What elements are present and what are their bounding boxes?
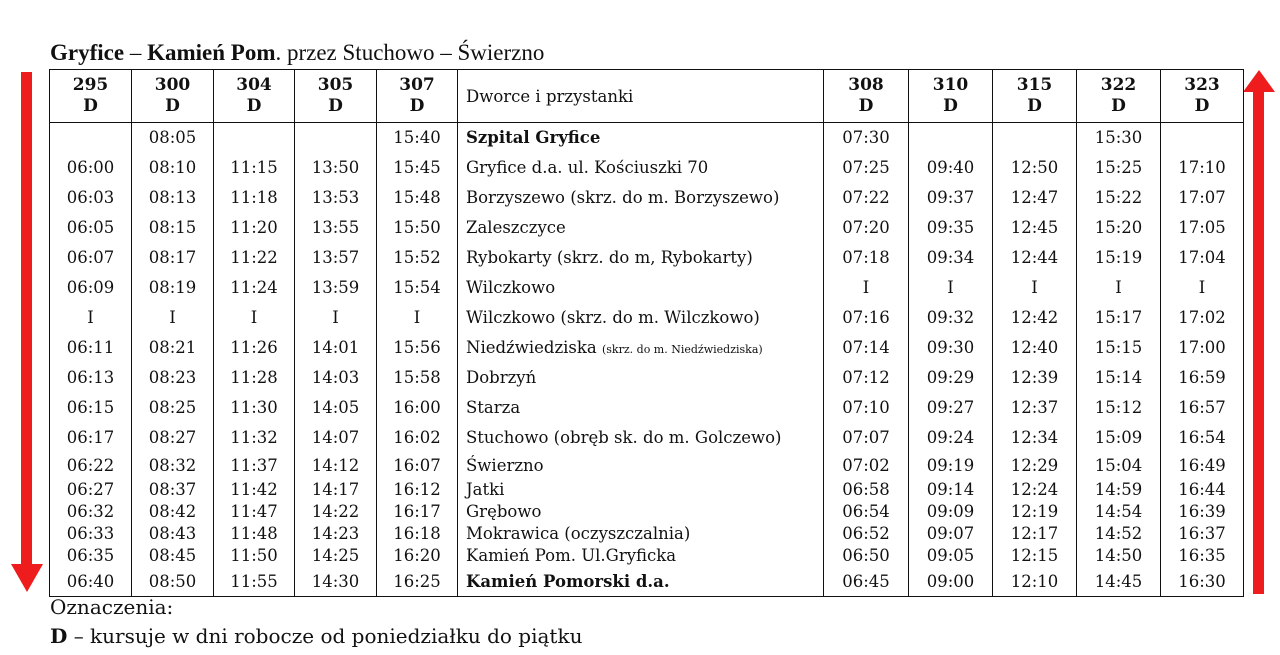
up-arrow-icon [1243,70,1275,594]
departure-time: 07:22 [824,183,909,213]
departure-time: 16:59 [1161,363,1244,393]
stop-name-text: Starza [466,398,521,417]
table-row [50,501,1244,523]
course-header [295,70,377,123]
course-code: D [165,96,180,116]
stop-name [458,423,824,453]
departure-time: 14:50 [1077,545,1161,567]
departure-time: 17:02 [1161,303,1244,333]
course-code: D [1111,96,1126,116]
departure-time: 15:04 [1077,453,1161,479]
course-number: 322 [1100,75,1137,95]
table-row [50,183,1244,213]
table-row [50,523,1244,545]
departure-time: 16:12 [377,479,458,501]
stop-name [458,303,824,333]
stop-name [458,183,824,213]
stop-name-text: Niedźwiedziska [466,338,597,357]
course-header [824,70,909,123]
table-row [50,213,1244,243]
departure-time: 15:19 [1077,243,1161,273]
course-code: D [1194,96,1210,116]
departure-time: 08:43 [132,523,214,545]
stop-name-text: Jatki [466,480,505,499]
departure-time: 11:20 [214,213,295,243]
departure-time: 06:33 [50,523,132,545]
departure-time: 17:05 [1161,213,1244,243]
departure-time: 07:14 [824,333,909,363]
departure-time: 09:07 [909,523,993,545]
departure-time: 08:45 [132,545,214,567]
departure-time [993,123,1077,153]
departure-time: 11:26 [214,333,295,363]
departure-time: 11:37 [214,453,295,479]
stop-name [458,243,824,273]
departure-time: 15:17 [1077,303,1161,333]
table-row [50,153,1244,183]
departure-time: 12:10 [993,567,1077,597]
departure-time: 08:50 [132,567,214,597]
departure-time: 09:29 [909,363,993,393]
legend-code: D [50,624,68,648]
departure-time: 08:13 [132,183,214,213]
departure-time: 08:05 [132,123,214,153]
table-row [50,423,1244,453]
departure-time: 08:17 [132,243,214,273]
departure-time: 11:42 [214,479,295,501]
course-header [1161,70,1244,123]
stop-name-text: Grębowo [466,502,542,521]
departure-time: 07:02 [824,453,909,479]
departure-time: 15:15 [1077,333,1161,363]
departure-time: 11:50 [214,545,295,567]
departure-time: 16:02 [377,423,458,453]
stop-name [458,123,824,153]
stop-name [458,567,824,597]
legend-item [50,624,582,648]
departure-time: 09:27 [909,393,993,423]
stop-name [458,453,824,479]
departure-time: 15:25 [1077,153,1161,183]
departure-time: I [132,303,214,333]
departure-time: 06:09 [50,273,132,303]
departure-time: 09:30 [909,333,993,363]
stop-name-text: Dobrzyń [466,368,537,387]
departure-time: 09:35 [909,213,993,243]
departure-time: 14:03 [295,363,377,393]
departure-time [214,123,295,153]
course-number: 323 [1184,75,1220,95]
departure-time: 14:45 [1077,567,1161,597]
stop-name-text: Stuchowo (obręb sk. do m. Golczewo) [466,428,782,447]
course-code: D [858,96,874,116]
table-row [50,453,1244,479]
course-header [993,70,1077,123]
departure-time: 09:32 [909,303,993,333]
departure-time: 12:47 [993,183,1077,213]
departure-time: 08:32 [132,453,214,479]
departure-time: 06:45 [824,567,909,597]
departure-time: 12:15 [993,545,1077,567]
departure-time: 11:15 [214,153,295,183]
departure-time: 12:29 [993,453,1077,479]
departure-time: 14:22 [295,501,377,523]
course-code: D [246,96,262,116]
title-destination: Kamień Pom [147,40,276,65]
departure-time: 15:58 [377,363,458,393]
title-via: . przez Stuchowo – Świerzno [275,40,545,65]
departure-time: 12:19 [993,501,1077,523]
departure-time: 16:30 [1161,567,1244,597]
departure-time: 14:07 [295,423,377,453]
departure-time: 11:47 [214,501,295,523]
departure-time: 13:55 [295,213,377,243]
departure-time: 07:10 [824,393,909,423]
course-code: D [409,96,425,116]
departure-time: 06:17 [50,423,132,453]
table-row [50,393,1244,423]
departure-time: I [377,303,458,333]
legend-text: – kursuje w dni robocze od poniedziałku do piątku [67,624,583,648]
course-number: 308 [848,75,884,95]
departure-time: 07:16 [824,303,909,333]
table-row [50,273,1244,303]
stop-name [458,213,824,243]
table-row [50,123,1244,153]
departure-time: 17:04 [1161,243,1244,273]
course-header [132,70,214,123]
stop-name-text: Szpital Gryfice [466,128,601,148]
departure-time: 15:45 [377,153,458,183]
departure-time: 06:40 [50,567,132,597]
stop-name-text: Gryfice d.a. ul. Kościuszki 70 [466,158,709,177]
departure-time: 09:34 [909,243,993,273]
departure-time: 15:22 [1077,183,1161,213]
stop-name [458,273,824,303]
departure-time: I [1077,273,1161,303]
course-header [1077,70,1161,123]
departure-time: I [214,303,295,333]
departure-time: 15:52 [377,243,458,273]
departure-time: 07:30 [824,123,909,153]
departure-time: 12:40 [993,333,1077,363]
course-header [50,70,132,123]
departure-time: 16:07 [377,453,458,479]
departure-time: 12:34 [993,423,1077,453]
departure-time: 11:18 [214,183,295,213]
departure-time: 14:52 [1077,523,1161,545]
title-origin: Gryfice [50,40,125,65]
departure-time: I [993,273,1077,303]
departure-time: 12:50 [993,153,1077,183]
departure-time: 06:22 [50,453,132,479]
departure-time: 08:10 [132,153,214,183]
departure-time [295,123,377,153]
departure-time: 06:11 [50,333,132,363]
table-row [50,363,1244,393]
departure-time: 14:23 [295,523,377,545]
departure-time: I [295,303,377,333]
course-code: D [328,96,343,116]
departure-time: 09:09 [909,501,993,523]
departure-time: 09:24 [909,423,993,453]
departure-time: 08:27 [132,423,214,453]
departure-time: 06:07 [50,243,132,273]
down-arrow-icon [11,72,43,594]
departure-time: 06:00 [50,153,132,183]
departure-time: 12:24 [993,479,1077,501]
stop-name [458,363,824,393]
course-number: 310 [932,75,969,95]
departure-time: 12:17 [993,523,1077,545]
departure-time: 14:25 [295,545,377,567]
departure-time: 14:59 [1077,479,1161,501]
departure-time: I [824,273,909,303]
course-number: 304 [236,75,272,95]
departure-time: 15:56 [377,333,458,363]
departure-time: 16:39 [1161,501,1244,523]
departure-time: 12:44 [993,243,1077,273]
departure-time: 06:27 [50,479,132,501]
stop-name-text: Kamień Pomorski d.a. [466,571,670,591]
departure-time: 13:50 [295,153,377,183]
departure-time: 08:37 [132,479,214,501]
departure-time: 16:17 [377,501,458,523]
departure-time: 16:37 [1161,523,1244,545]
departure-time: 15:30 [1077,123,1161,153]
departure-time: 12:37 [993,393,1077,423]
departure-time: 15:14 [1077,363,1161,393]
departure-time: I [50,303,132,333]
stops-column-header: Dworce i przystanki [458,70,824,123]
stop-name-text: Zaleszczyce [466,218,566,237]
departure-time: I [909,273,993,303]
departure-time: 06:32 [50,501,132,523]
departure-time: 15:20 [1077,213,1161,243]
course-code: D [943,96,958,116]
departure-time: 07:07 [824,423,909,453]
departure-time: 16:54 [1161,423,1244,453]
departure-time: 08:21 [132,333,214,363]
departure-time: 16:44 [1161,479,1244,501]
stop-name [458,333,824,363]
departure-time: 11:32 [214,423,295,453]
course-header [377,70,458,123]
departure-time: 13:53 [295,183,377,213]
stop-name-text: Wilczkowo [466,278,556,297]
course-header [909,70,993,123]
departure-time [1161,123,1244,153]
course-header [214,70,295,123]
departure-time: 06:13 [50,363,132,393]
departure-time: 08:15 [132,213,214,243]
departure-time: 15:12 [1077,393,1161,423]
departure-time: 16:49 [1161,453,1244,479]
departure-time [909,123,993,153]
course-number: 295 [72,75,109,95]
stop-name [458,501,824,523]
timetable-title [50,40,544,66]
departure-time: 06:15 [50,393,132,423]
course-number: 307 [399,75,435,95]
departure-time: 09:37 [909,183,993,213]
departure-time: 08:25 [132,393,214,423]
departure-time: 15:09 [1077,423,1161,453]
departure-time: 09:40 [909,153,993,183]
departure-time: 11:48 [214,523,295,545]
departure-time: 07:25 [824,153,909,183]
departure-time: 09:19 [909,453,993,479]
departure-time: 15:48 [377,183,458,213]
stop-name [458,479,824,501]
departure-time: 15:50 [377,213,458,243]
stop-name-text: Borzyszewo (skrz. do m. Borzyszewo) [466,188,780,207]
departure-time: 07:18 [824,243,909,273]
departure-time: 06:05 [50,213,132,243]
departure-time: 16:20 [377,545,458,567]
departure-time: 14:05 [295,393,377,423]
course-code: D [83,96,98,116]
title-dash: – [124,40,148,65]
stop-name [458,545,824,567]
departure-time: 06:54 [824,501,909,523]
stop-name-text: Kamień Pom. Ul.Gryficka [466,546,677,565]
departure-time [50,123,132,153]
departure-time: 06:03 [50,183,132,213]
course-code: D [1027,96,1042,116]
departure-time: 08:19 [132,273,214,303]
departure-time: 12:42 [993,303,1077,333]
stop-name [458,523,824,545]
departure-time: 08:42 [132,501,214,523]
departure-time: 14:30 [295,567,377,597]
stop-note: (skrz. do m. Niedźwiedziska) [602,343,763,356]
course-number: 315 [1016,75,1053,95]
departure-time: 06:35 [50,545,132,567]
table-row [50,479,1244,501]
stop-name [458,153,824,183]
stop-name [458,393,824,423]
departure-time: 13:57 [295,243,377,273]
departure-time: 12:39 [993,363,1077,393]
departure-time: 16:18 [377,523,458,545]
table-row [50,333,1244,363]
departure-time: 17:10 [1161,153,1244,183]
departure-time: 14:01 [295,333,377,363]
departure-time: 16:00 [377,393,458,423]
stop-name-text: Mokrawica (oczyszczalnia) [466,524,691,543]
departure-time: 07:20 [824,213,909,243]
departure-time: 06:58 [824,479,909,501]
timetable [49,69,1244,597]
stop-name-text: Świerzno [466,456,544,475]
departure-time: I [1161,273,1244,303]
departure-time: 09:05 [909,545,993,567]
departure-time: 14:17 [295,479,377,501]
departure-time: 16:57 [1161,393,1244,423]
departure-time: 11:22 [214,243,295,273]
course-number: 305 [317,75,354,95]
stop-name-text: Rybokarty (skrz. do m, Rybokarty) [466,248,753,267]
departure-time: 08:23 [132,363,214,393]
departure-time: 17:00 [1161,333,1244,363]
departure-time: 07:12 [824,363,909,393]
departure-time: 16:25 [377,567,458,597]
stop-name-text: Wilczkowo (skrz. do m. Wilczkowo) [466,308,760,327]
header-row [50,70,1244,123]
departure-time: 11:24 [214,273,295,303]
departure-time: 13:59 [295,273,377,303]
departure-time: 09:14 [909,479,993,501]
departure-time: 17:07 [1161,183,1244,213]
course-number: 300 [154,75,191,95]
departure-time: 12:45 [993,213,1077,243]
departure-time: 11:30 [214,393,295,423]
legend-title: Oznaczenia: [50,595,174,619]
departure-time: 09:00 [909,567,993,597]
table-row [50,545,1244,567]
departure-time: 11:55 [214,567,295,597]
table-row [50,567,1244,597]
table-row [50,243,1244,273]
departure-time: 06:50 [824,545,909,567]
departure-time: 15:54 [377,273,458,303]
table-row [50,303,1244,333]
departure-time: 14:54 [1077,501,1161,523]
departure-time: 06:52 [824,523,909,545]
departure-time: 11:28 [214,363,295,393]
departure-time: 14:12 [295,453,377,479]
departure-time: 16:35 [1161,545,1244,567]
departure-time: 15:40 [377,123,458,153]
